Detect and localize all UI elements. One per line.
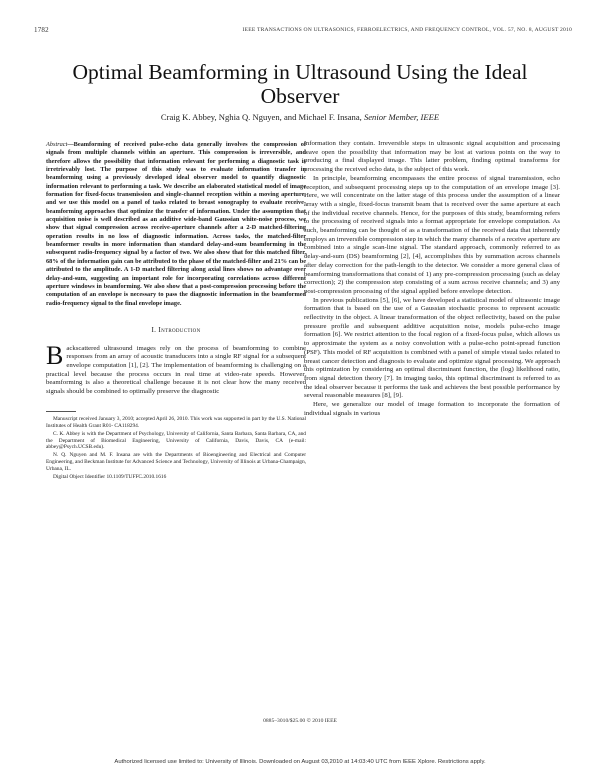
intro-text: ackscattered ultrasound images rely on the process of beamforming to combine responses from an array of acoustic transducers into a single RF signal for a subsequent envelope computation [1], [2]. The implementation of beamforming is challenging on a practical level because the process occurs in real time at video-rate speeds. However, beamforming is also a theoretical challenge because it is not clear how the many received signals should be combined to optimally preserve the diagnostic [46, 344, 306, 396]
license-notice: Authorized licensed use limited to: University of Illinois. Downloaded on August 03,2010 at 14:03:40 UTC from IEEE Xplore. Restrictions apply. [114, 759, 486, 765]
footnote: Digital Object Identifier 10.1109/TUFFC.2010.1616 [53, 474, 167, 481]
footnotes [46, 416, 306, 481]
section-title: Introduction [158, 325, 201, 334]
running-header [28, 26, 572, 38]
drop-cap: B [46, 340, 64, 370]
footnote: N. Q. Nguyen and M. F. Insana are with the Departments of Bioengineering and Electrical and Computer Engineering, and Beckman Institute for Advanced Science and Technology, University of Illinois at Urbana-Champaign, Urbana, IL. [46, 452, 306, 473]
abstract [46, 141, 306, 308]
body-paragraph: In previous publications [5], [6], we have developed a statistical model of ultrasonic image formation that is based on the use of a Gaussian stochastic process to represent acoustic reflectivity in the object. A linear transformation of the object reflectivity, based on the pulse pressure profile and subsequent additive acquisition noise, models pulse-echo image formation [6]. We restrict attention to the focal region of a fixed-focus pulse, which allows us to approximate the system as a noisy convolution with a pulse-echo point-spread function (PSF). This model of RF acquisition is combined with a panel of simple visual tasks related to breast cancer detection and diagnosis to evaluate and optimize signal processing. We approach this optimization by considering an optimal discriminant function, the (log) likelihood ratio, from signal detection theory [7]. In imaging tasks, this optimal discriminant is referred to as the ideal observer because it performs the task and achieves the best possible performance by several reasonable measures [8], [9]. [304, 296, 560, 400]
footnote-rule [46, 411, 76, 412]
left-column [46, 141, 306, 482]
author-membership: Senior Member, IEEE [363, 112, 440, 122]
page-number: 1782 [34, 26, 49, 34]
author-line [40, 112, 560, 122]
section-heading [46, 326, 306, 335]
journal-name: IEEE TRANSACTIONS ON ULTRASONICS, FERROELECTRICS, AND FREQUENCY CONTROL, VOL. 57, NO. 8, AUGUST 2010 [242, 27, 572, 33]
body-paragraph: Here, we generalize our model of image formation to incorporate the formation of individual signals in various [304, 401, 560, 417]
author-names: Craig K. Abbey, Nghia Q. Nguyen, and Michael F. Insana, [160, 112, 362, 122]
abstract-text: —Beamforming of received pulse-echo data generally involves the compression of signals from multiple channels within an aperture. This compression is irreversible, and therefore allows the possibility that information relevant for performing a diagnostic task is irretrievably lost. The purpose of this study was to evaluate information transfer in beamforming using a previously developed ideal observer model to quantify diagnostic information relevant to performing a task. We describe an elaborated statistical model of image formation for fixed-focus transmission and single-channel reception within a moving aperture, and we use this model on a panel of tasks related to breast sonography to evaluate receive-beamforming approaches that optimize the transfer of information. Under the assumption that acquisition noise is well described as an additive wide-band Gaussian white-noise process, we show that signal compression across receive-aperture channels after a 2-D matched-filtering operation results in no loss of diagnostic information. Across tasks, the matched-filter beamformer results in more information than standard delay-and-sum beamforming in the subsequent radio-frequency signal by a factor of two. We also show that for this matched filter, 68% of the information gain can be attributed to the phase of the matched-filter and 21% can be attributed to the amplitude. A 1-D matched filtering along axial lines shows no advantage over delay-and-sum, suggesting an important role for incorporating correlations across different aperture windows in beamforming. We also show that a post-compression processing before the computation of an envelope is necessary to pass the diagnostic information in the beamformed radio-frequency signal to the final envelope image. [46, 141, 306, 307]
paper-title: Optimal Beamforming in Ultrasound Using the Ideal Observer [72, 60, 528, 108]
footnote: Manuscript received January 3, 2010; accepted April 26, 2010. This work was supported in part by the U.S. National Institutes of Health Grant R01- CA118294. [46, 415, 306, 429]
abstract-label: Abstract [46, 141, 68, 148]
body-paragraph: information they contain. Irreversible steps in ultrasonic signal acquisition and processing leave open the possibility that information may be lost at various points on the way to producing a final displayed image. This latter problem, finding optimal transforms for processing the received echo data, is the subject of this work. [304, 140, 560, 174]
footnote: C. K. Abbey is with the Department of Psychology, University of California, Santa Barbara, Santa Barbara, CA, and the Department of Biomedical Engineering, University of California, Davis, Davis, CA (e-mail: abbey@Psych.UCSB.edu). [46, 430, 306, 451]
intro-paragraph [46, 340, 306, 397]
right-column [304, 140, 560, 419]
section-number: I. [151, 325, 157, 334]
body-paragraph: In principle, beamforming encompasses the entire process of signal transmission, echo reception, and subsequent processing steps up to the computation of an envelope image [3]. Here, we will concentrate on the latter stage of this process under the assumption of a linear array with a single, fixed-focus transmit beam that is received over the same aperture at each of the individual receive channels. Hence, for the purposes of this study, beamforming refers to the processing of received signals into a format appropriate for envelope computation. As such, beamforming can be thought of as a transformation of the received data that inherently employs an irreversible compression step in which the many channels of a receive aperture are combined into a single scan-line signal. The standard approach, commonly referred to as delay-and-sum (DS) beamforming [2], [4], accomplishes this by summation across channels after delay correction for the path-length to the detector. We consider a more general class of beamforming transformations that consist of 1) any pre-compression processing (such as delay correction); 2) the compression step consisting of a sum across receive channels; and 3) any post-compression processing of the signal applied before envelope detection. [304, 174, 560, 295]
copyright-footer: 0885–3010/$25.00 © 2010 IEEE [263, 718, 337, 724]
